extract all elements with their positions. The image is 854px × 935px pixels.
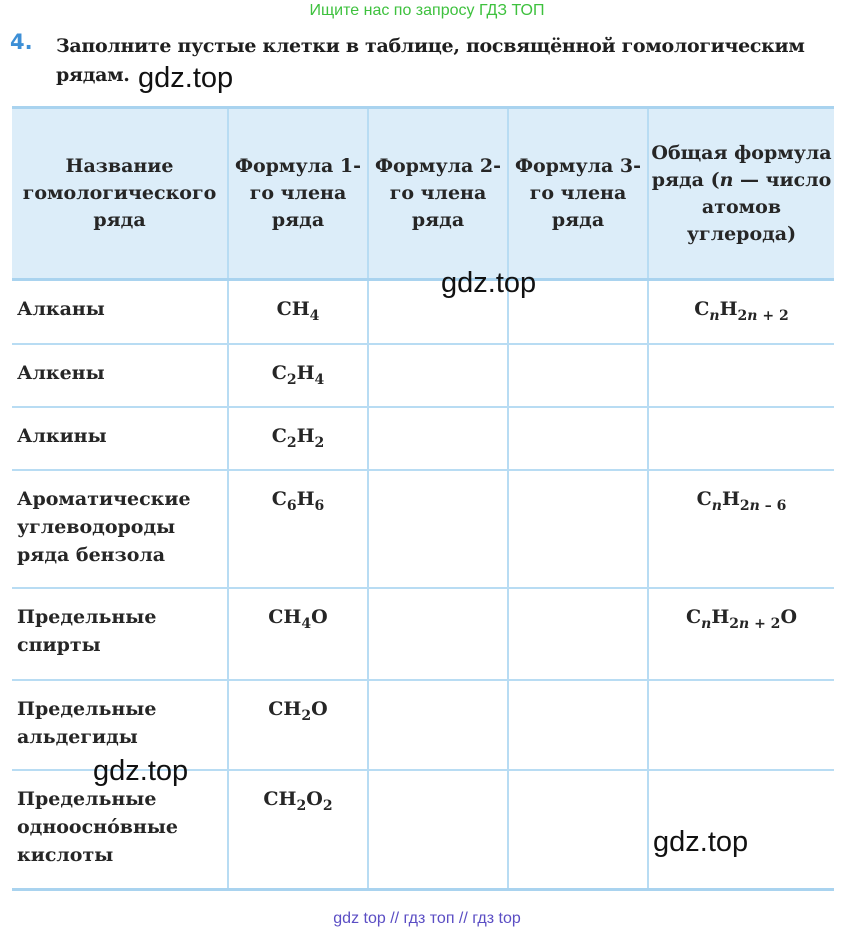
header-general-formula — [648, 108, 834, 280]
series-name-cell: Алкены — [12, 344, 228, 407]
table-row — [12, 470, 834, 588]
formula-cell-f3 — [508, 470, 648, 588]
table-row — [12, 407, 834, 470]
formula-subscript: 2 — [301, 707, 312, 724]
watermark: gdz.top — [653, 826, 749, 858]
task-number: 4. — [10, 30, 33, 54]
formula-cell-f2 — [368, 680, 508, 770]
formula-cell-f1 — [228, 407, 368, 470]
header-formula-3: Формула 3-го члена ряда — [508, 108, 648, 280]
table-row — [12, 344, 834, 407]
formula-subscript: 2 — [296, 797, 307, 814]
formula-cell-f3 — [508, 407, 648, 470]
series-name-cell: Алканы — [12, 280, 228, 344]
formula-subscript: 2 — [286, 434, 297, 451]
series-name-cell: Предельные альдегиды — [12, 680, 228, 770]
top-search-banner: Ищите нас по запросу ГДЗ ТОП — [309, 2, 545, 19]
formula-cell-f2 — [368, 407, 508, 470]
formula-subscript: 2n + 2 — [729, 615, 781, 632]
formula-cell-f1 — [228, 280, 368, 344]
chemical-formula — [277, 295, 320, 323]
formula-cell-f2 — [368, 470, 508, 588]
series-name-cell: Предельные спирты — [12, 588, 228, 680]
table-row — [12, 588, 834, 680]
formula-cell-f1 — [228, 470, 368, 588]
formula-cell-f1 — [228, 588, 368, 680]
formula-subscript: 2 — [286, 371, 297, 388]
formula-element: C — [271, 487, 287, 510]
chemical-formula — [268, 603, 327, 631]
formula-cell-f1 — [228, 770, 368, 890]
formula-subscript: n — [701, 615, 712, 632]
formula-cell-f2 — [368, 588, 508, 680]
header-formula-2: Формула 2-го члена ряда — [368, 108, 508, 280]
chemical-formula — [697, 485, 787, 513]
formula-element: CH — [268, 697, 302, 720]
chemical-formula — [268, 695, 327, 723]
formula-element: H — [719, 298, 738, 320]
general-formula-cell — [648, 280, 834, 344]
formula-subscript: 2n + 2 — [737, 308, 789, 324]
formula-cell-f3 — [508, 770, 648, 890]
formula-element: O — [780, 605, 797, 628]
chemical-formula — [272, 359, 325, 387]
formula-element: C — [276, 298, 292, 320]
formula-cell-f3 — [508, 344, 648, 407]
formula-element: CH — [268, 605, 302, 628]
series-name-cell: Ароматические углеводороды ряда бензола — [12, 470, 228, 588]
formula-element: CH — [263, 787, 297, 810]
bottom-banner: gdz top // гдз топ // гдз top — [333, 910, 521, 927]
formula-subscript: n — [709, 308, 720, 324]
formula-element: O — [306, 787, 323, 810]
task-text: Заполните пустые клетки в таблице, посвящённой гомологическим рядам. — [56, 35, 805, 86]
header-general-formula-text: Общая формула ряда (n — число атомов углерода) — [651, 141, 832, 245]
header-formula-1: Формула 1-го члена ряда — [228, 108, 368, 280]
formula-element: O — [311, 605, 328, 628]
formula-subscript: 4 — [309, 308, 320, 324]
formula-cell-f2 — [368, 770, 508, 890]
formula-element: H — [296, 361, 315, 384]
watermark: gdz.top — [93, 755, 189, 787]
general-formula-cell — [648, 344, 834, 407]
watermark: gdz.top — [441, 267, 537, 299]
formula-cell-f2 — [368, 344, 508, 407]
chemical-formula — [272, 485, 325, 513]
formula-subscript: 4 — [301, 615, 312, 632]
chemical-formula — [686, 603, 797, 631]
formula-element: C — [271, 361, 287, 384]
formula-subscript: 4 — [314, 371, 325, 388]
formula-subscript: n — [711, 497, 722, 514]
formula-element: C — [696, 487, 712, 510]
formula-cell-f3 — [508, 588, 648, 680]
series-name-cell: Предельные одноосно́вные кислоты — [12, 770, 228, 890]
chemical-formula — [263, 785, 332, 813]
formula-cell-f1 — [228, 344, 368, 407]
formula-element: H — [296, 487, 315, 510]
formula-subscript: 2 — [314, 434, 325, 451]
general-formula-cell — [648, 470, 834, 588]
formula-element: O — [311, 697, 328, 720]
table-header-row — [12, 108, 834, 280]
formula-element: H — [296, 424, 315, 447]
formula-element: C — [686, 605, 702, 628]
formula-subscript: 2 — [322, 797, 333, 814]
formula-element: H — [721, 487, 740, 510]
watermark: gdz.top — [138, 62, 234, 94]
formula-cell-f1 — [228, 680, 368, 770]
formula-element: C — [694, 298, 710, 320]
general-formula-cell — [648, 680, 834, 770]
header-series-name: Название гомологического ряда — [12, 108, 228, 280]
chemical-formula — [272, 422, 325, 450]
general-formula-cell — [648, 407, 834, 470]
formula-element: H — [291, 298, 310, 320]
formula-subscript: 6 — [286, 497, 297, 514]
series-name-cell: Алкины — [12, 407, 228, 470]
formula-element: H — [711, 605, 730, 628]
general-formula-cell — [648, 588, 834, 680]
table-row — [12, 280, 834, 344]
chemical-formula — [694, 295, 788, 323]
formula-cell-f3 — [508, 680, 648, 770]
formula-element: C — [271, 424, 287, 447]
formula-subscript: 6 — [314, 497, 325, 514]
formula-subscript: 2n – 6 — [739, 497, 787, 514]
